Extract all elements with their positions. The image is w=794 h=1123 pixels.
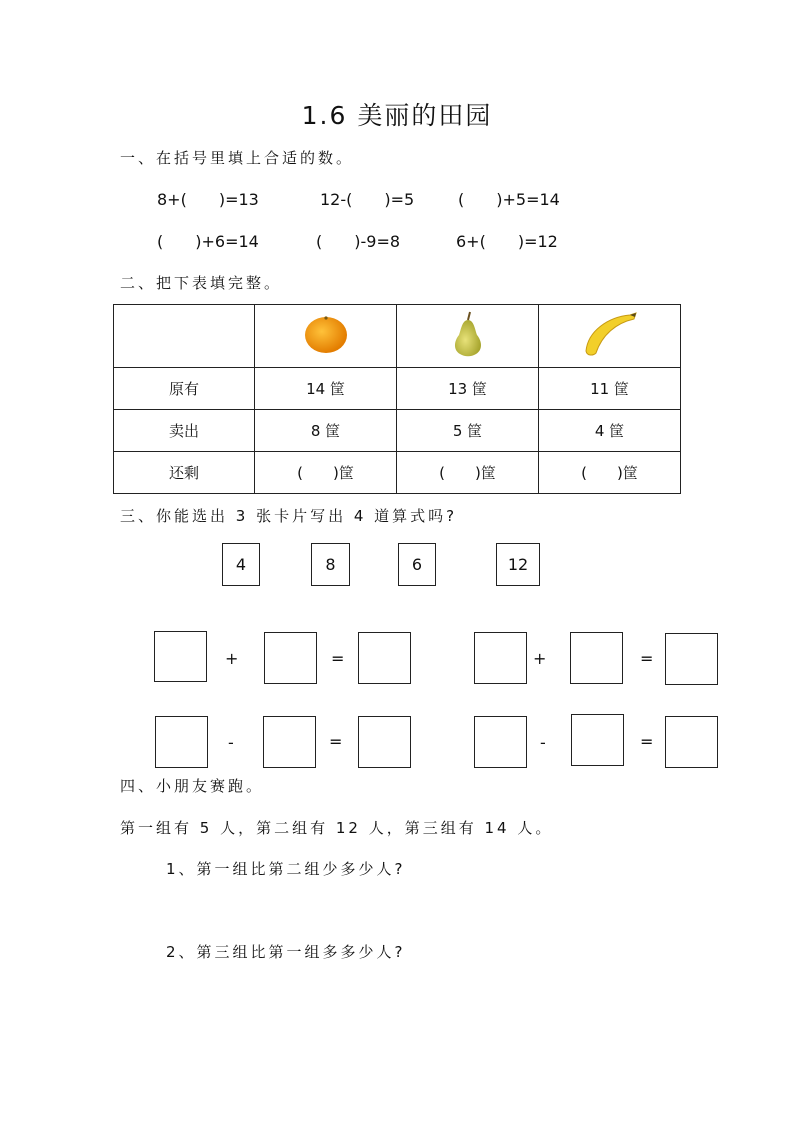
equals-sign: = bbox=[331, 649, 345, 668]
table-header-cell bbox=[397, 305, 539, 368]
number-card: 4 bbox=[222, 543, 260, 586]
table-header-cell bbox=[255, 305, 397, 368]
problem-intro: 第一组有 5 人，第二组有 12 人，第三组有 14 人。 bbox=[120, 819, 554, 837]
question-2: 2、第三组比第一组多多少人? bbox=[166, 943, 406, 961]
equals-sign: = bbox=[329, 732, 343, 751]
equation: 6+( )=12 bbox=[456, 232, 558, 251]
row-label: 原有 bbox=[114, 368, 255, 410]
equation: 8+( )=13 bbox=[157, 190, 259, 209]
plus-sign: + bbox=[225, 649, 239, 668]
table-header-cell bbox=[539, 305, 681, 368]
equals-sign: = bbox=[640, 649, 654, 668]
answer-box[interactable] bbox=[474, 632, 527, 684]
number-card: 6 bbox=[398, 543, 436, 586]
section3-heading: 三、你能选出 3 张卡片写出 4 道算式吗? bbox=[120, 507, 458, 525]
answer-box[interactable] bbox=[264, 632, 317, 684]
row-label: 卖出 bbox=[114, 410, 255, 452]
number-card: 8 bbox=[311, 543, 350, 586]
banana-icon bbox=[580, 311, 640, 357]
answer-box[interactable] bbox=[263, 716, 316, 768]
table-cell: ( )筐 bbox=[397, 452, 539, 494]
fruit-table bbox=[113, 304, 681, 494]
table-cell: 13 筐 bbox=[397, 368, 539, 410]
page-title: 1.6 美丽的田园 bbox=[301, 101, 493, 130]
equation: ( )+5=14 bbox=[458, 190, 560, 209]
question-1: 1、第一组比第二组少多少人? bbox=[166, 860, 406, 878]
answer-box[interactable] bbox=[570, 632, 623, 684]
minus-sign: - bbox=[228, 733, 234, 752]
answer-box[interactable] bbox=[665, 633, 718, 685]
answer-box[interactable] bbox=[358, 716, 411, 768]
equation: 12-( )=5 bbox=[320, 190, 415, 209]
table-cell: 14 筐 bbox=[255, 368, 397, 410]
number-card: 12 bbox=[496, 543, 540, 586]
section2-heading: 二、把下表填完整。 bbox=[120, 274, 283, 292]
plus-sign: + bbox=[533, 649, 547, 668]
answer-box[interactable] bbox=[571, 714, 624, 766]
equation: ( )-9=8 bbox=[316, 232, 401, 251]
equation: ( )+6=14 bbox=[157, 232, 259, 251]
table-corner-cell bbox=[114, 305, 255, 368]
answer-box[interactable] bbox=[665, 716, 718, 768]
answer-box[interactable] bbox=[358, 632, 411, 684]
table-cell: ( )筐 bbox=[255, 452, 397, 494]
table-cell: 8 筐 bbox=[255, 410, 397, 452]
table-cell: 4 筐 bbox=[539, 410, 681, 452]
answer-box[interactable] bbox=[474, 716, 527, 768]
minus-sign: - bbox=[540, 733, 546, 752]
section4-heading: 四、小朋友赛跑。 bbox=[120, 777, 265, 795]
answer-box[interactable] bbox=[154, 631, 207, 682]
equals-sign: = bbox=[640, 732, 654, 751]
row-label: 还剩 bbox=[114, 452, 255, 494]
table-cell: ( )筐 bbox=[539, 452, 681, 494]
table-cell: 5 筐 bbox=[397, 410, 539, 452]
orange-icon bbox=[302, 312, 350, 356]
table-cell: 11 筐 bbox=[539, 368, 681, 410]
pear-icon bbox=[448, 310, 488, 358]
answer-box[interactable] bbox=[155, 716, 208, 768]
section1-heading: 一、在括号里填上合适的数。 bbox=[120, 149, 355, 167]
